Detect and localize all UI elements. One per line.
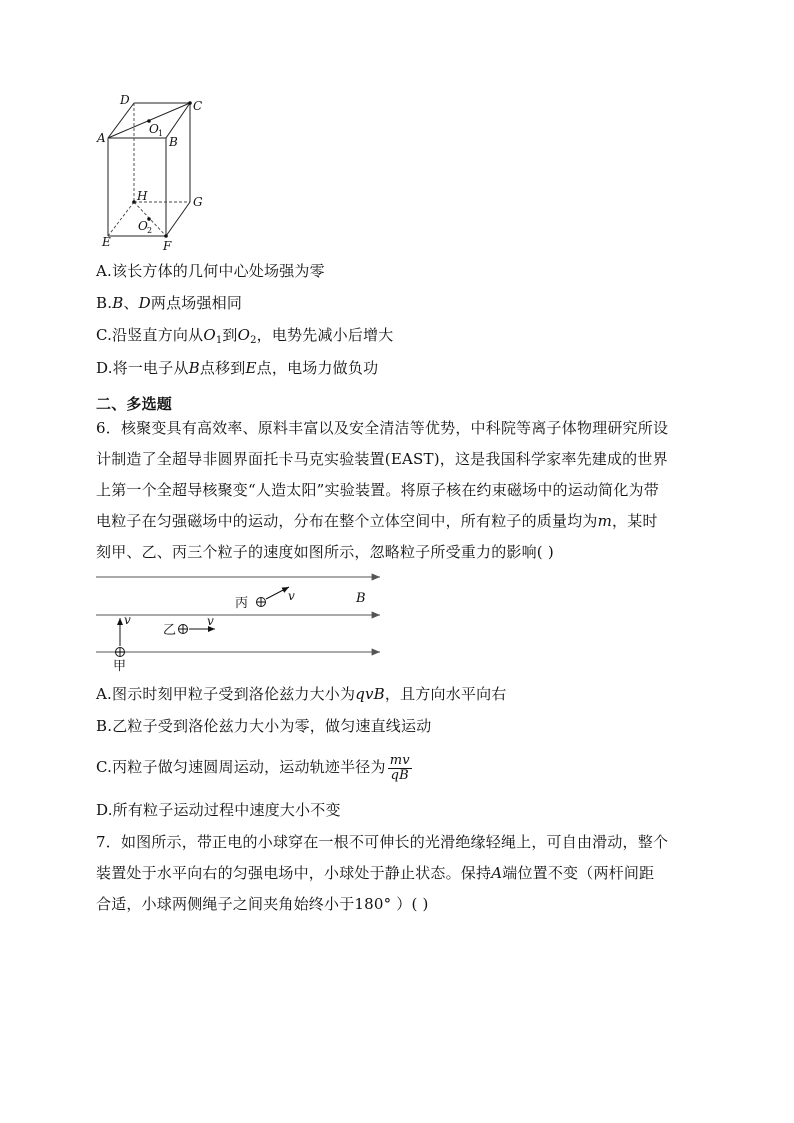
q6-line-3: 上第一个全超导核聚变“人造太阳”实验装置。将原子核在约束磁场中的运动简化为带: [96, 481, 659, 499]
radius-fraction: $\frac{mv}{qB}$: [389, 752, 410, 783]
q7-line-1: 7．如图所示，带正电的小球穿在一根不可伸长的光滑绝缘轻绳上，可自由滑动，整个: [96, 833, 669, 851]
label-bing: 丙: [235, 596, 249, 611]
q6-line-5: 刻甲、乙、丙三个粒子的速度如图所示，忽略粒子所受重力的影响( ): [96, 543, 554, 561]
label-O2-sub: 2: [147, 226, 153, 235]
q6-line-2: 计制造了全超导非圆界面托卡马克实验装置(EAST)，这是我国科学家率先建成的世界: [96, 450, 668, 468]
label-jia: 甲: [113, 659, 127, 672]
q7-line-3: 合适，小球两侧绳子之间夹角始终小于180° ）( ): [96, 895, 429, 913]
label-O1: O: [149, 122, 159, 136]
q6-line-1: 6．核聚变具有高效率、原料丰富以及安全清洁等优势，中科院等离子体物理研究所设: [96, 419, 669, 437]
label-v-bing: v: [288, 589, 295, 603]
label-C: C: [193, 99, 203, 113]
label-G: G: [193, 195, 203, 209]
section-heading: 二、多选题: [96, 395, 173, 413]
label-O1-sub: 1: [158, 129, 164, 138]
label-B: B: [169, 135, 178, 149]
q6-line-4: 电粒子在匀强磁场中的运动，分布在整个立体空间中，所有粒子的质量均为m，某时: [96, 512, 658, 530]
label-F: F: [163, 239, 172, 253]
q7-line-2: 装置处于水平向右的匀强电场中，小球处于静止状态。保持A端位置不变（两杆间距: [96, 864, 655, 882]
label-yi: 乙: [163, 623, 177, 638]
label-E: E: [102, 235, 111, 249]
q6-option-c: C.丙粒子做匀速圆周运动，运动轨迹半径为 $\frac{mv}{qB}$: [96, 752, 410, 783]
label-H: H: [137, 189, 148, 203]
q6-option-b: B.乙粒子受到洛伦兹力大小为零，做匀速直线运动: [96, 717, 432, 735]
q5-option-c: C.沿竖直方向从$O_1$到$O_2$，电势先减小后增大: [96, 326, 394, 346]
label-D: D: [120, 93, 130, 107]
label-A: A: [97, 131, 106, 145]
magnetic-field-figure: [92, 568, 392, 672]
cuboid-figure: [92, 92, 212, 254]
label-O2: O: [138, 219, 148, 233]
label-v-yi: v: [207, 614, 214, 628]
q5-option-b: B.B、D两点场强相同: [96, 294, 243, 312]
q6-option-a: A.图示时刻甲粒子受到洛伦兹力大小为qvB，且方向水平向右: [96, 685, 507, 703]
label-v-jia: v: [124, 613, 131, 627]
q6-option-d: D.所有粒子运动过程中速度大小不变: [96, 801, 341, 819]
label-B-field: B: [356, 591, 366, 606]
q5-option-d: D.将一电子从B点移到E点，电场力做负功: [96, 359, 379, 377]
q5-option-a: A.该长方体的几何中心处场强为零: [96, 262, 325, 280]
